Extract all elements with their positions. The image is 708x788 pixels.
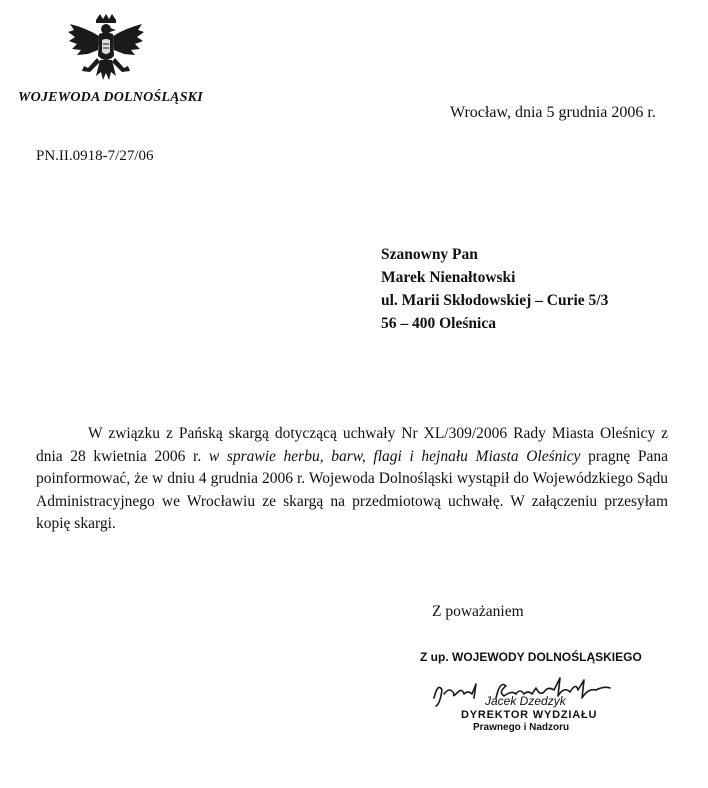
signer-name: Jacek Dzedzyk [485,694,566,708]
body-text-part3: pragnę Pana poinformować, że w dniu 4 grudnia 2006 r. Wojewoda Dolnośląski wystąpił do Wojewódzkiego Sądu Administracyjnego we Wrocławiu ze skargą na przedmiotową uchwałę. W załączeniu przesyłam kopię skargi. [36,447,668,532]
recipient-name: Marek Nienałtowski [381,269,516,286]
reference-number: PN.II.0918-7/27/06 [36,148,154,164]
signer-title: DYREKTOR WYDZIAŁU [461,709,598,721]
on-behalf-stamp: Z up. WOJEWODY DOLNOŚLĄSKIEGO [420,650,642,664]
recipient-street: ul. Marii Skłodowskiej – Curie 5/3 [381,292,609,309]
place-and-date: Wrocław, dnia 5 grudnia 2006 r. [450,104,656,121]
eagle-emblem-icon [66,14,146,90]
body-text-part1: W związku z Pańską skargą dotyczącą uchwały Nr XL/309/2006 Rady Miasta Oleśnicy z dnia 28 kwietnia 2006 r. [36,425,668,465]
recipient-salutation: Szanowny Pan [381,246,478,263]
body-text-subject: w sprawie herbu, barw, flagi i hejnału Miasta Oleśnicy [208,447,581,465]
closing-phrase: Z poważaniem [432,603,524,620]
recipient-city: 56 – 400 Oleśnica [381,315,496,332]
organization-name: WOJEWODA DOLNOŚLĄSKI [18,90,203,105]
signer-department: Prawnego i Nadzoru [473,722,570,733]
letter-body [36,423,668,536]
